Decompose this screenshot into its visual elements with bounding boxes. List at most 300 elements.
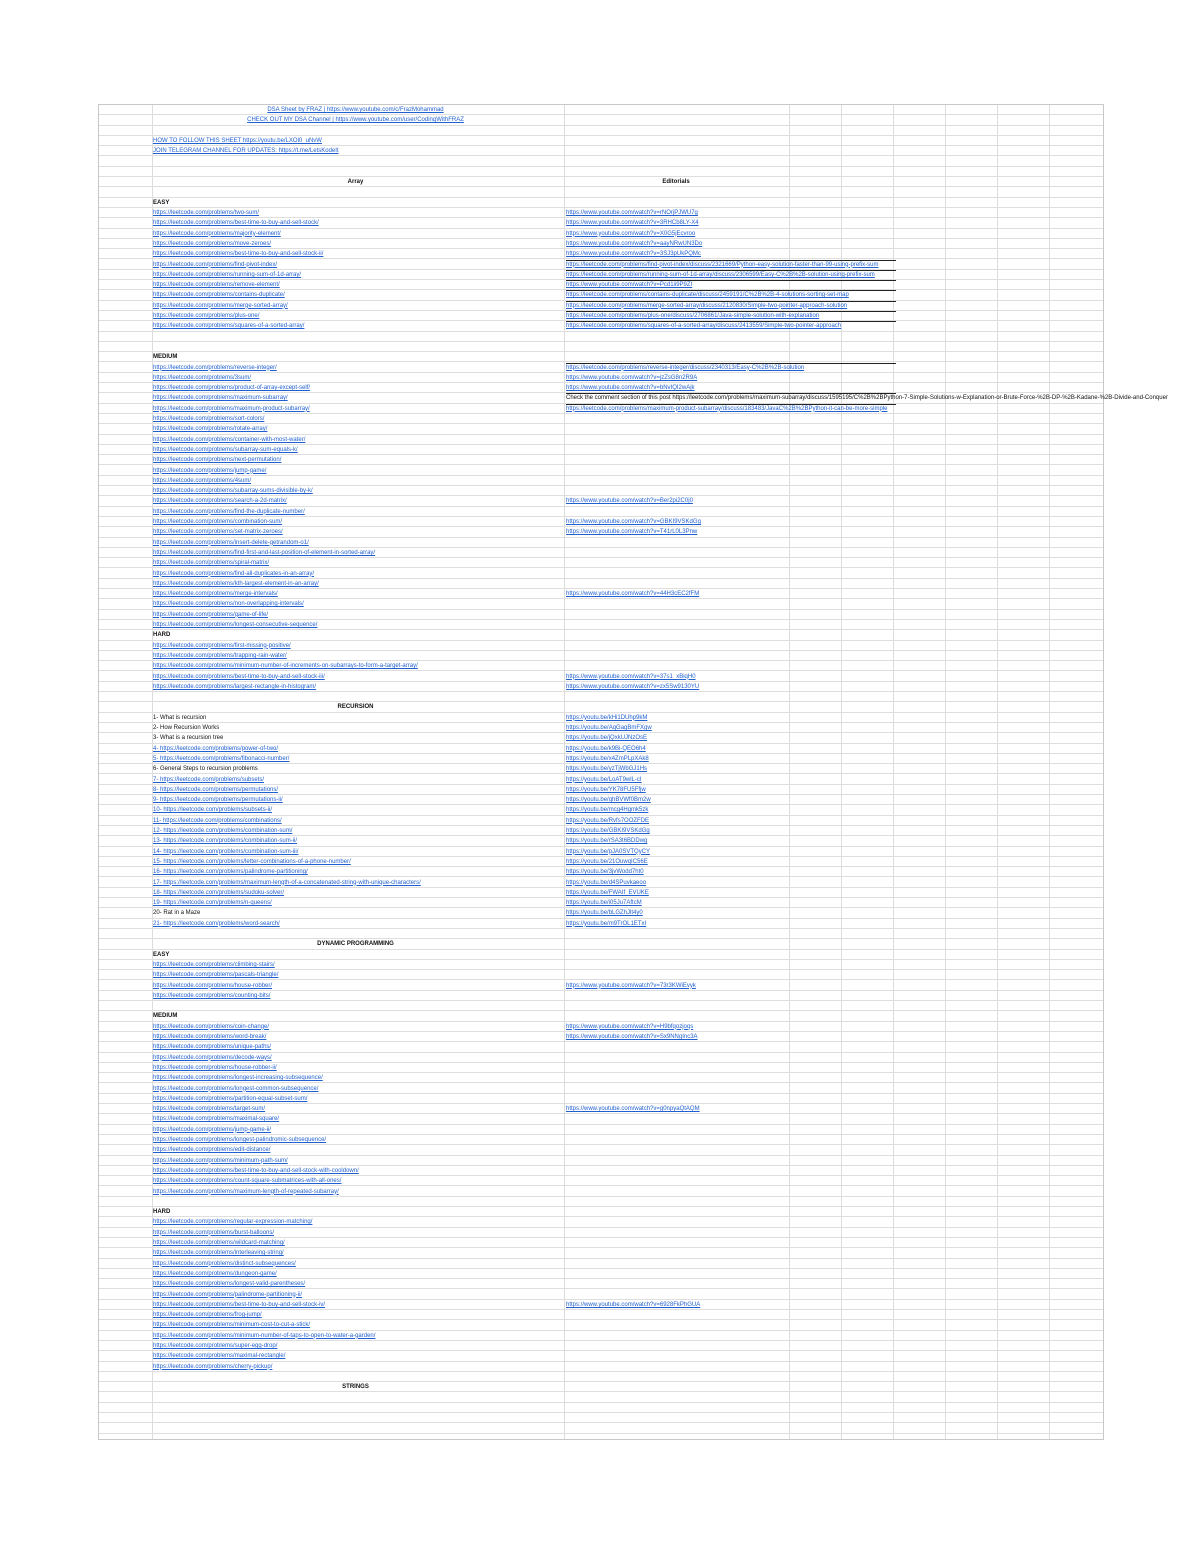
editorial-link[interactable]: https://youtu.be/YK78FU5Ffjw bbox=[566, 786, 646, 793]
problem-link[interactable]: 7- https://leetcode.com/problems/subsets/ bbox=[153, 776, 265, 783]
problem-link[interactable]: https://leetcode.com/problems/best-time-to-buy-and-sell-stock/ bbox=[153, 220, 319, 227]
problem-link[interactable]: https://leetcode.com/problems/non-overlapping-intervals/ bbox=[153, 601, 304, 608]
editorial-link[interactable]: https://youtu.be/mcg4Hgmk5zk bbox=[566, 807, 649, 814]
sheet-row bbox=[99, 1001, 1103, 1011]
topic-text: 2- How Recursion Works bbox=[153, 725, 220, 731]
problem-link[interactable]: https://leetcode.com/problems/3sum/ bbox=[153, 374, 252, 381]
problem-link[interactable]: 17- https://leetcode.com/problems/maximum-length-of-a-concatenated-string-with-unique-characters/ bbox=[153, 879, 421, 886]
editorial-link[interactable]: https://youtu.be/GBKI9VSKdGg bbox=[566, 828, 650, 834]
problem-link[interactable]: 14- https://leetcode.com/problems/combination-sum-iii/ bbox=[153, 848, 299, 855]
sheet-row bbox=[99, 641, 1103, 651]
problem-link[interactable]: https://leetcode.com/problems/dungeon-game/ bbox=[153, 1270, 277, 1277]
problem-link[interactable]: 10- https://leetcode.com/problems/subsets-ii/ bbox=[153, 807, 273, 814]
editorial-link[interactable]: https://youtu.be/i05Ju7AftcM bbox=[566, 900, 642, 907]
problem-link[interactable]: https://leetcode.com/problems/wildcard-matching/ bbox=[153, 1240, 285, 1246]
topic-text: 20- Rat in a Maze bbox=[153, 910, 201, 917]
sheet-row bbox=[99, 630, 1103, 640]
sheet-row bbox=[99, 115, 1103, 125]
editorial-link[interactable]: https://youtu.be/Rvfs7OOZFDE bbox=[566, 817, 650, 824]
sheet-row bbox=[99, 1382, 1103, 1392]
editorial-link[interactable]: https://youtu.be/k9Bi-QEO6h4 bbox=[566, 745, 646, 752]
problem-link[interactable]: https://leetcode.com/problems/house-robber-ii/ bbox=[153, 1064, 277, 1071]
sheet-row bbox=[99, 1259, 1103, 1269]
sheet-row bbox=[99, 496, 1103, 506]
problem-link[interactable]: https://leetcode.com/problems/search-a-2d-matrix/ bbox=[153, 498, 287, 505]
problem-link[interactable]: 8- https://leetcode.com/problems/permutations/ bbox=[153, 786, 279, 793]
problem-link[interactable]: 12- https://leetcode.com/problems/combination-sum/ bbox=[153, 828, 293, 834]
problem-link[interactable]: 16- https://leetcode.com/problems/palindrome-partitioning/ bbox=[153, 869, 308, 876]
problem-link[interactable]: https://leetcode.com/problems/maximal-square/ bbox=[153, 1116, 280, 1123]
sheet-row bbox=[99, 136, 1103, 146]
problem-link[interactable]: https://leetcode.com/problems/game-of-life/ bbox=[153, 611, 269, 618]
problem-link[interactable]: https://leetcode.com/problems/best-time-to-buy-and-sell-stock-iii/ bbox=[153, 673, 325, 680]
editorial-link[interactable]: https://www.youtube.com/watch?v=6928FkPhGUA bbox=[566, 1301, 701, 1308]
sheet-row bbox=[99, 538, 1103, 548]
sheet-row bbox=[99, 1290, 1103, 1300]
problem-link[interactable]: https://leetcode.com/problems/jump-game/ bbox=[153, 467, 267, 474]
problem-link[interactable]: https://leetcode.com/problems/first-missing-positive/ bbox=[153, 642, 291, 649]
cell-border-line bbox=[566, 260, 896, 261]
problem-link[interactable]: https://leetcode.com/problems/squares-of-a-sorted-array/ bbox=[153, 323, 305, 330]
cell-border-line bbox=[566, 290, 896, 291]
sheet-row bbox=[99, 785, 1103, 795]
problem-link[interactable]: https://leetcode.com/problems/target-sum/ bbox=[153, 1106, 266, 1113]
sheet-row bbox=[99, 1145, 1103, 1155]
sheet-row bbox=[99, 1156, 1103, 1166]
sheet-row bbox=[99, 857, 1103, 867]
editorial-note[interactable]: Check the comment section of this post https://leetcode.com/problems/maximum-subarray/discuss/1595195/C%2B%2BPython-7-Simple-Solutions-w-Explanation-or-Brute-Force-%2B-DP-%2B-Kadane-%2B-Divide-and-Conquer bbox=[566, 395, 1168, 402]
editorial-link[interactable]: https://youtu.be/yzTjWbGJ1Hs bbox=[566, 766, 648, 773]
sheet-row bbox=[99, 311, 1103, 321]
problem-link[interactable]: https://leetcode.com/problems/unique-paths/ bbox=[153, 1044, 272, 1051]
sheet-row bbox=[99, 1413, 1103, 1423]
sheet-row bbox=[99, 1248, 1103, 1258]
sheet-row bbox=[99, 455, 1103, 465]
sheet-row bbox=[99, 1073, 1103, 1083]
editorial-link[interactable]: https://www.youtube.com/watch?v=3RHCb8LY-X4 bbox=[566, 220, 699, 227]
sheet-row bbox=[99, 1125, 1103, 1135]
header-link-sheet[interactable]: DSA Sheet by FRAZ | https://www.youtube.com/c/FrazMohammad bbox=[267, 107, 444, 113]
editorial-link[interactable]: https://leetcode.com/problems/running-sum-of-1d-array/discuss/2306599/Easy-C%2B%2B-solution-using-prefix-sum bbox=[566, 271, 875, 278]
sheet-row bbox=[99, 352, 1103, 362]
column-header-editorials: Editorials bbox=[662, 179, 690, 186]
sheet-row bbox=[99, 713, 1103, 723]
editorial-link[interactable]: https://leetcode.com/problems/squares-of-a-sorted-array/discuss/2413559/Simple-two-pointer-approach bbox=[566, 323, 842, 330]
problem-link[interactable]: https://leetcode.com/problems/running-sum-of-1d-array/ bbox=[153, 271, 302, 278]
problem-link[interactable]: https://leetcode.com/problems/count-square-submatrices-with-all-ones/ bbox=[153, 1178, 342, 1185]
problem-link[interactable]: https://leetcode.com/problems/super-egg-drop/ bbox=[153, 1343, 278, 1349]
sheet-row bbox=[99, 177, 1103, 187]
editorial-link[interactable]: https://youtu.be/rSA3t6BDDwg bbox=[566, 838, 648, 845]
sheet-row bbox=[99, 527, 1103, 537]
sheet-row bbox=[99, 939, 1103, 949]
editorial-link[interactable]: https://leetcode.com/problems/reverse-integer/discuss/2340313/Easy-C%2B%2B-solution bbox=[566, 364, 805, 371]
problem-link[interactable]: https://leetcode.com/problems/merge-intervals/ bbox=[153, 591, 278, 598]
problem-link[interactable]: https://leetcode.com/problems/find-all-duplicates-in-an-array/ bbox=[153, 570, 315, 577]
problem-link[interactable]: https://leetcode.com/problems/plus-one/ bbox=[153, 313, 260, 319]
sheet-row bbox=[99, 301, 1103, 311]
sheet-row bbox=[99, 702, 1103, 712]
editorial-link[interactable]: https://leetcode.com/problems/plus-one/discuss/2706861/Java-simple-solution-with-explanation bbox=[566, 313, 820, 319]
problem-link[interactable]: 5- https://leetcode.com/problems/fibonacci-number/ bbox=[153, 755, 290, 762]
sheet-row bbox=[99, 919, 1103, 929]
sheet-row bbox=[99, 1341, 1103, 1351]
editorial-link[interactable]: https://www.youtube.com/watch?v=37s1_xBiqH0 bbox=[566, 673, 696, 680]
editorial-link[interactable]: https://leetcode.com/problems/merge-sorted-array/discuss/2120830/Simple-two-pointer-approach-solution bbox=[566, 302, 848, 309]
editorial-link[interactable]: https://www.youtube.com/watch?v=3SJ3pUkPQMc bbox=[566, 251, 701, 258]
topic-text: 3- What is a recursion tree bbox=[153, 735, 224, 742]
problem-link[interactable]: https://leetcode.com/problems/minimum-path-sum/ bbox=[153, 1157, 288, 1164]
sheet-row bbox=[99, 208, 1103, 218]
sheet-row bbox=[99, 620, 1103, 630]
problem-link[interactable]: https://leetcode.com/problems/minimum-number-of-taps-to-open-to-water-a-garden/ bbox=[153, 1332, 376, 1339]
sheet-row bbox=[99, 1279, 1103, 1289]
editorial-link[interactable]: https://www.youtube.com/watch?v=zx5Sw9130YU bbox=[566, 683, 700, 690]
editorial-link[interactable]: https://www.youtube.com/watch?v=H9bfqozjoqs bbox=[566, 1023, 694, 1030]
sheet-row bbox=[99, 651, 1103, 661]
sheet-row bbox=[99, 1351, 1103, 1361]
problem-link[interactable]: https://leetcode.com/problems/trapping-rain-water/ bbox=[153, 652, 287, 659]
sheet-row bbox=[99, 950, 1103, 960]
problem-link[interactable]: https://leetcode.com/problems/maximal-rectangle/ bbox=[153, 1353, 286, 1360]
section-title: DYNAMIC PROGRAMMING bbox=[317, 941, 394, 948]
problem-link[interactable]: https://leetcode.com/problems/spiral-matrix/ bbox=[153, 560, 270, 567]
problem-link[interactable]: https://leetcode.com/problems/longest-valid-parentheses/ bbox=[153, 1281, 306, 1288]
problem-link[interactable]: https://leetcode.com/problems/partition-equal-subset-sum/ bbox=[153, 1095, 308, 1102]
sheet-row bbox=[99, 1063, 1103, 1073]
sheet-row bbox=[99, 1310, 1103, 1320]
sheet-row bbox=[99, 280, 1103, 290]
cell-border-line bbox=[566, 301, 896, 302]
problem-link[interactable]: https://leetcode.com/problems/combination-sum/ bbox=[153, 519, 283, 525]
problem-link[interactable]: https://leetcode.com/problems/two-sum/ bbox=[153, 210, 260, 216]
sheet-row bbox=[99, 599, 1103, 609]
sheet-row bbox=[99, 569, 1103, 579]
sheet-row bbox=[99, 218, 1103, 228]
sheet-row bbox=[99, 198, 1103, 208]
sheet-row bbox=[99, 1135, 1103, 1145]
editorial-link[interactable]: https://youtu.be/FWAIf_EVUKE bbox=[566, 889, 649, 896]
problem-link[interactable]: https://leetcode.com/problems/majority-element/ bbox=[153, 230, 281, 237]
editorial-link[interactable]: https://youtu.be/21OuwqIC56E bbox=[566, 858, 648, 865]
topic-text: 6- General Steps to recursion problems bbox=[153, 766, 258, 773]
editorial-link[interactable]: https://youtu.be/pJA0SVTQyCY bbox=[566, 848, 651, 855]
sheet-row bbox=[99, 733, 1103, 743]
problem-link[interactable]: https://leetcode.com/problems/cherry-pickup/ bbox=[153, 1363, 273, 1370]
editorial-link[interactable]: https://www.youtube.com/watch?v=44H3cEC2fFM bbox=[566, 591, 700, 598]
sheet-row bbox=[99, 435, 1103, 445]
sheet-row bbox=[99, 1053, 1103, 1063]
sheet-row bbox=[99, 661, 1103, 671]
sheet-row bbox=[99, 249, 1103, 259]
problem-link[interactable]: https://leetcode.com/problems/find-the-duplicate-number/ bbox=[153, 508, 305, 515]
editorial-link[interactable]: https://www.youtube.com/watch?v=Pcd1ii9P9ZI bbox=[566, 282, 693, 289]
sheet-row bbox=[99, 1011, 1103, 1021]
sheet-row bbox=[99, 260, 1103, 270]
sheet-row bbox=[99, 187, 1103, 197]
problem-link[interactable]: https://leetcode.com/problems/jump-game-ii/ bbox=[153, 1126, 272, 1133]
sheet-row bbox=[99, 579, 1103, 589]
section-label: HARD bbox=[153, 632, 171, 639]
problem-link[interactable]: 13- https://leetcode.com/problems/combination-sum-ii/ bbox=[153, 838, 298, 845]
problem-link[interactable]: https://leetcode.com/problems/coin-change/ bbox=[153, 1023, 270, 1030]
cell-border-line bbox=[566, 363, 896, 364]
header-link-howto[interactable]: HOW TO FOLLOW THIS SHEET https://youtu.be/LXOl0_uNvW bbox=[153, 137, 322, 144]
editorial-link[interactable]: https://leetcode.com/problems/maximum-product-subarray/discuss/183483/JavaC%2B%2BPython-it-can-be-more-simple bbox=[566, 405, 888, 412]
problem-link[interactable]: 4- https://leetcode.com/problems/power-of-two/ bbox=[153, 745, 279, 752]
editorial-link[interactable]: https://youtu.be/AqGagBmFXgw bbox=[566, 725, 652, 731]
problem-link[interactable]: https://leetcode.com/problems/insert-delete-getrandom-o1/ bbox=[153, 539, 309, 546]
sheet-row bbox=[99, 929, 1103, 939]
section-title: STRINGS bbox=[342, 1384, 369, 1391]
sheet-row bbox=[99, 270, 1103, 280]
sheet-row bbox=[99, 1114, 1103, 1124]
problem-link[interactable]: https://leetcode.com/problems/find-pivot-index/ bbox=[153, 261, 278, 268]
editorial-link[interactable]: https://youtu.be/kHi1DUhp9kM bbox=[566, 714, 648, 721]
problem-link[interactable]: https://leetcode.com/problems/maximum-length-of-repeated-subarray/ bbox=[153, 1188, 339, 1195]
problem-link[interactable]: https://leetcode.com/problems/best-time-to-buy-and-sell-stock-iv/ bbox=[153, 1301, 326, 1308]
editorial-link[interactable]: https://youtu.be/qhBVWf0Bm2w bbox=[566, 797, 651, 804]
sheet-row bbox=[99, 321, 1103, 331]
problem-link[interactable]: https://leetcode.com/problems/frog-jump/ bbox=[153, 1312, 262, 1319]
sheet-row bbox=[99, 1032, 1103, 1042]
sheet-row bbox=[99, 229, 1103, 239]
problem-link[interactable]: https://leetcode.com/problems/set-matrix-zeroes/ bbox=[153, 529, 283, 536]
problem-link[interactable]: https://leetcode.com/problems/longest-palindromic-subsequence/ bbox=[153, 1137, 327, 1143]
sheet-row bbox=[99, 476, 1103, 486]
editorial-link[interactable]: https://www.youtube.com/watch?v=jzZsG8n2R9A bbox=[566, 374, 698, 381]
sheet-row bbox=[99, 1362, 1103, 1372]
problem-link[interactable]: https://leetcode.com/problems/next-permutation/ bbox=[153, 457, 282, 464]
sheet-row bbox=[99, 970, 1103, 980]
sheet-row bbox=[99, 1104, 1103, 1114]
sheet-row bbox=[99, 332, 1103, 342]
cell-border-line bbox=[566, 321, 896, 322]
sheet-row bbox=[99, 836, 1103, 846]
sheet-row bbox=[99, 1269, 1103, 1279]
problem-link[interactable]: https://leetcode.com/problems/rotate-array/ bbox=[153, 426, 268, 433]
sheet-row bbox=[99, 373, 1103, 383]
editorial-link[interactable]: https://www.youtube.com/watch?v=Ber2pi2C0j0 bbox=[566, 498, 693, 505]
sheet-row bbox=[99, 847, 1103, 857]
sheet-row bbox=[99, 1197, 1103, 1207]
editorial-link[interactable]: https://leetcode.com/problems/find-pivot-index/discuss/2321669/Python-easy-solution-faster-than-99-using-prefix-sum bbox=[566, 261, 879, 268]
sheet-row bbox=[99, 1042, 1103, 1052]
problem-link[interactable]: https://leetcode.com/problems/contains-duplicate/ bbox=[153, 292, 285, 299]
sheet-row bbox=[99, 610, 1103, 620]
editorial-link[interactable]: https://www.youtube.com/watch?v=Sx9NNgInc3A bbox=[566, 1034, 698, 1040]
sheet-row bbox=[99, 1238, 1103, 1248]
problem-link[interactable]: 18- https://leetcode.com/problems/sudoku-solver/ bbox=[153, 889, 285, 896]
sheet-row bbox=[99, 167, 1103, 177]
editorial-link[interactable]: https://youtu.be/jQxkUJNzOsE bbox=[566, 735, 648, 742]
sheet-row bbox=[99, 878, 1103, 888]
problem-link[interactable]: https://leetcode.com/problems/container-with-most-water/ bbox=[153, 436, 306, 443]
sheet-row bbox=[99, 383, 1103, 393]
problem-link[interactable]: https://leetcode.com/problems/word-break/ bbox=[153, 1034, 267, 1040]
section-label: EASY bbox=[153, 951, 170, 958]
sheet-row bbox=[99, 754, 1103, 764]
problem-link[interactable]: https://leetcode.com/problems/house-robber/ bbox=[153, 982, 273, 989]
problem-link[interactable]: https://leetcode.com/problems/maximum-product-subarray/ bbox=[153, 405, 310, 412]
sheet-row bbox=[99, 1094, 1103, 1104]
problem-link[interactable]: https://leetcode.com/problems/largest-rectangle-in-histogram/ bbox=[153, 683, 317, 690]
editorial-link[interactable]: https://youtu.be/m9TrOL1ETxI bbox=[566, 920, 647, 927]
section-label: EASY bbox=[153, 199, 170, 206]
problem-link[interactable]: https://leetcode.com/problems/distinct-subsequences/ bbox=[153, 1260, 296, 1267]
problem-link[interactable]: https://leetcode.com/problems/interleaving-string/ bbox=[153, 1250, 284, 1257]
sheet-row bbox=[99, 486, 1103, 496]
sheet-row bbox=[99, 981, 1103, 991]
editorial-link[interactable]: https://www.youtube.com/watch?v=73r3KWiEvyk bbox=[566, 982, 696, 989]
problem-link[interactable]: 11- https://leetcode.com/problems/combinations/ bbox=[153, 817, 282, 824]
sheet-row bbox=[99, 290, 1103, 300]
header-link-telegram[interactable]: JOIN TELEGRAM CHANNEL FOR UPDATES: https://t.me/LetsKodeIt bbox=[153, 148, 339, 155]
sheet-row bbox=[99, 363, 1103, 373]
sheet-row bbox=[99, 1403, 1103, 1413]
problem-link[interactable]: https://leetcode.com/problems/burst-balloons/ bbox=[153, 1229, 275, 1236]
section-label: MEDIUM bbox=[153, 1013, 178, 1020]
problem-link[interactable]: https://leetcode.com/problems/palindrome-partitioning-ii/ bbox=[153, 1291, 303, 1298]
sheet-row bbox=[99, 126, 1103, 136]
problem-link[interactable]: 15- https://leetcode.com/problems/letter-combinations-of-a-phone-number/ bbox=[153, 858, 351, 865]
problem-link[interactable]: https://leetcode.com/problems/sort-colors/ bbox=[153, 416, 265, 422]
sheet-row bbox=[99, 826, 1103, 836]
sheet-row bbox=[99, 805, 1103, 815]
sheet-row bbox=[99, 445, 1103, 455]
sheet-row bbox=[99, 867, 1103, 877]
problem-link[interactable]: https://leetcode.com/problems/counting-bits/ bbox=[153, 992, 271, 999]
sheet-row bbox=[99, 146, 1103, 156]
sheet-row bbox=[99, 239, 1103, 249]
editorial-link[interactable]: https://leetcode.com/problems/contains-duplicate/discuss/2459191/C%2B%2B-4-solutions-sorting-set-map bbox=[566, 292, 849, 299]
header-link-channel[interactable]: CHECK OUT MY DSA Channel | https://www.youtube.com/user/CodingWithFRAZ bbox=[247, 117, 464, 124]
editorial-link[interactable]: https://www.youtube.com/watch?v=rNOrjPJWU7g bbox=[566, 210, 698, 216]
sheet-row bbox=[99, 1320, 1103, 1330]
problem-link[interactable]: https://leetcode.com/problems/pascals-triangle/ bbox=[153, 972, 279, 979]
problem-link[interactable]: https://leetcode.com/problems/product-of-array-except-self/ bbox=[153, 385, 311, 392]
problem-link[interactable]: https://leetcode.com/problems/merge-sorted-array/ bbox=[153, 302, 288, 309]
sheet-row bbox=[99, 517, 1103, 527]
editorial-link[interactable]: https://youtu.be/LoAT9wlL-cI bbox=[566, 776, 642, 783]
sheet-row bbox=[99, 898, 1103, 908]
editorial-link[interactable]: https://youtu.be/bLGZhJlt4y0 bbox=[566, 910, 643, 917]
problem-link[interactable]: https://leetcode.com/problems/longest-common-subsequence/ bbox=[153, 1085, 319, 1092]
editorial-link[interactable]: https://youtu.be/3jvWodd7ht0 bbox=[566, 869, 644, 876]
cell-border-line bbox=[566, 280, 896, 281]
editorial-link[interactable]: https://www.youtube.com/watch?v=X0G5jEcvroo bbox=[566, 230, 696, 237]
editorial-link[interactable]: https://youtu.be/d4SPuvkaeoo bbox=[566, 879, 647, 886]
sheet-row bbox=[99, 1022, 1103, 1032]
problem-link[interactable]: https://leetcode.com/problems/reverse-integer/ bbox=[153, 364, 277, 371]
problem-link[interactable]: https://leetcode.com/problems/longest-consecutive-sequence/ bbox=[153, 622, 318, 628]
editorial-link[interactable]: https://www.youtube.com/watch?v=aayNRwUN3Do bbox=[566, 240, 703, 247]
sheet-row bbox=[99, 991, 1103, 1001]
sheet-row bbox=[99, 1393, 1103, 1403]
sheet-row bbox=[99, 816, 1103, 826]
section-label: MEDIUM bbox=[153, 354, 178, 361]
sheet-row bbox=[99, 424, 1103, 434]
sheet-row bbox=[99, 548, 1103, 558]
sheet-row bbox=[99, 1423, 1103, 1433]
sheet-row bbox=[99, 775, 1103, 785]
editorial-link[interactable]: https://www.youtube.com/watch?v=GBKI9VSKdGg bbox=[566, 519, 701, 525]
problem-link[interactable]: 21- https://leetcode.com/problems/word-search/ bbox=[153, 920, 280, 927]
problem-link[interactable]: https://leetcode.com/problems/longest-increasing-subsequence/ bbox=[153, 1075, 323, 1082]
sheet-row bbox=[99, 1187, 1103, 1197]
column-header-array: Array bbox=[347, 179, 364, 186]
sheet-row bbox=[99, 1084, 1103, 1094]
problem-link[interactable]: https://leetcode.com/problems/move-zeroes/ bbox=[153, 240, 272, 247]
sheet-row bbox=[99, 507, 1103, 517]
problem-link[interactable]: https://leetcode.com/problems/kth-largest-element-in-an-array/ bbox=[153, 580, 319, 587]
sheet-row bbox=[99, 672, 1103, 682]
problem-link[interactable]: https://leetcode.com/problems/4sum/ bbox=[153, 477, 252, 484]
sheet-row bbox=[99, 692, 1103, 702]
cell-border-line bbox=[566, 311, 896, 312]
sheet-row bbox=[99, 1331, 1103, 1341]
problem-link[interactable]: 9- https://leetcode.com/problems/permutations-ii/ bbox=[153, 797, 283, 804]
problem-link[interactable]: https://leetcode.com/problems/remove-element/ bbox=[153, 282, 280, 289]
sheet-row bbox=[99, 1300, 1103, 1310]
sheet-row bbox=[99, 105, 1103, 115]
editorial-link[interactable]: https://www.youtube.com/watch?v=T41rL0L3Pnw bbox=[566, 529, 698, 536]
sheet-row bbox=[99, 1228, 1103, 1238]
sheet-row bbox=[99, 908, 1103, 918]
problem-link[interactable]: 19- https://leetcode.com/problems/n-queens/ bbox=[153, 900, 272, 907]
problem-link[interactable]: https://leetcode.com/problems/regular-expression-matching/ bbox=[153, 1219, 313, 1226]
problem-link[interactable]: https://leetcode.com/problems/edit-distance/ bbox=[153, 1147, 271, 1154]
problem-link[interactable]: https://leetcode.com/problems/subarray-sums-divisible-by-k/ bbox=[153, 488, 313, 495]
problem-link[interactable]: https://leetcode.com/problems/subarray-sum-equals-k/ bbox=[153, 446, 298, 453]
problem-link[interactable]: https://leetcode.com/problems/minimum-cost-to-cut-a-stick/ bbox=[153, 1322, 311, 1329]
problem-link[interactable]: https://leetcode.com/problems/best-time-to-buy-and-sell-stock-with-cooldown/ bbox=[153, 1167, 359, 1174]
spreadsheet-page bbox=[98, 104, 1168, 1440]
section-title: RECURSION bbox=[337, 704, 374, 711]
problem-link[interactable]: https://leetcode.com/problems/find-first-and-last-position-of-element-in-sorted-array/ bbox=[153, 549, 376, 556]
problem-link[interactable]: https://leetcode.com/problems/climbing-stairs/ bbox=[153, 961, 275, 968]
problem-link[interactable]: https://leetcode.com/problems/best-time-to-buy-and-sell-stock-ii/ bbox=[153, 251, 324, 258]
cell-border-line bbox=[566, 393, 896, 394]
editorial-link[interactable]: https://www.youtube.com/watch?v=g0npyaQtAQM bbox=[566, 1106, 700, 1113]
editorial-link[interactable]: https://youtu.be/x4ZmPLpXAk8 bbox=[566, 755, 649, 762]
sheet-row bbox=[99, 404, 1103, 414]
sheet-row bbox=[99, 157, 1103, 167]
sheet-row bbox=[99, 1207, 1103, 1217]
topic-text: 1- What is recursion bbox=[153, 714, 207, 721]
sheet-row bbox=[99, 466, 1103, 476]
sheet-row bbox=[99, 723, 1103, 733]
sheet-row bbox=[99, 1217, 1103, 1227]
sheet-row bbox=[99, 414, 1103, 424]
sheet-row bbox=[99, 589, 1103, 599]
cell-border-line bbox=[566, 270, 896, 271]
sheet-row bbox=[99, 960, 1103, 970]
problem-link[interactable]: https://leetcode.com/problems/maximum-subarray/ bbox=[153, 395, 288, 402]
sheet-row bbox=[99, 764, 1103, 774]
section-label: HARD bbox=[153, 1209, 171, 1216]
problem-link[interactable]: https://leetcode.com/problems/minimum-number-of-increments-on-subarrays-to-form-a-target-array/ bbox=[153, 663, 418, 670]
sheet-row bbox=[99, 888, 1103, 898]
cell-border-line bbox=[566, 404, 896, 405]
sheet-row bbox=[99, 795, 1103, 805]
problem-link[interactable]: https://leetcode.com/problems/decode-ways/ bbox=[153, 1054, 272, 1061]
editorial-link[interactable]: https://www.youtube.com/watch?v=bNvIQI2wAjk bbox=[566, 385, 695, 392]
sheet-row bbox=[99, 1166, 1103, 1176]
sheet-row bbox=[99, 1176, 1103, 1186]
sheet-row bbox=[99, 744, 1103, 754]
sheet-row bbox=[99, 393, 1168, 403]
